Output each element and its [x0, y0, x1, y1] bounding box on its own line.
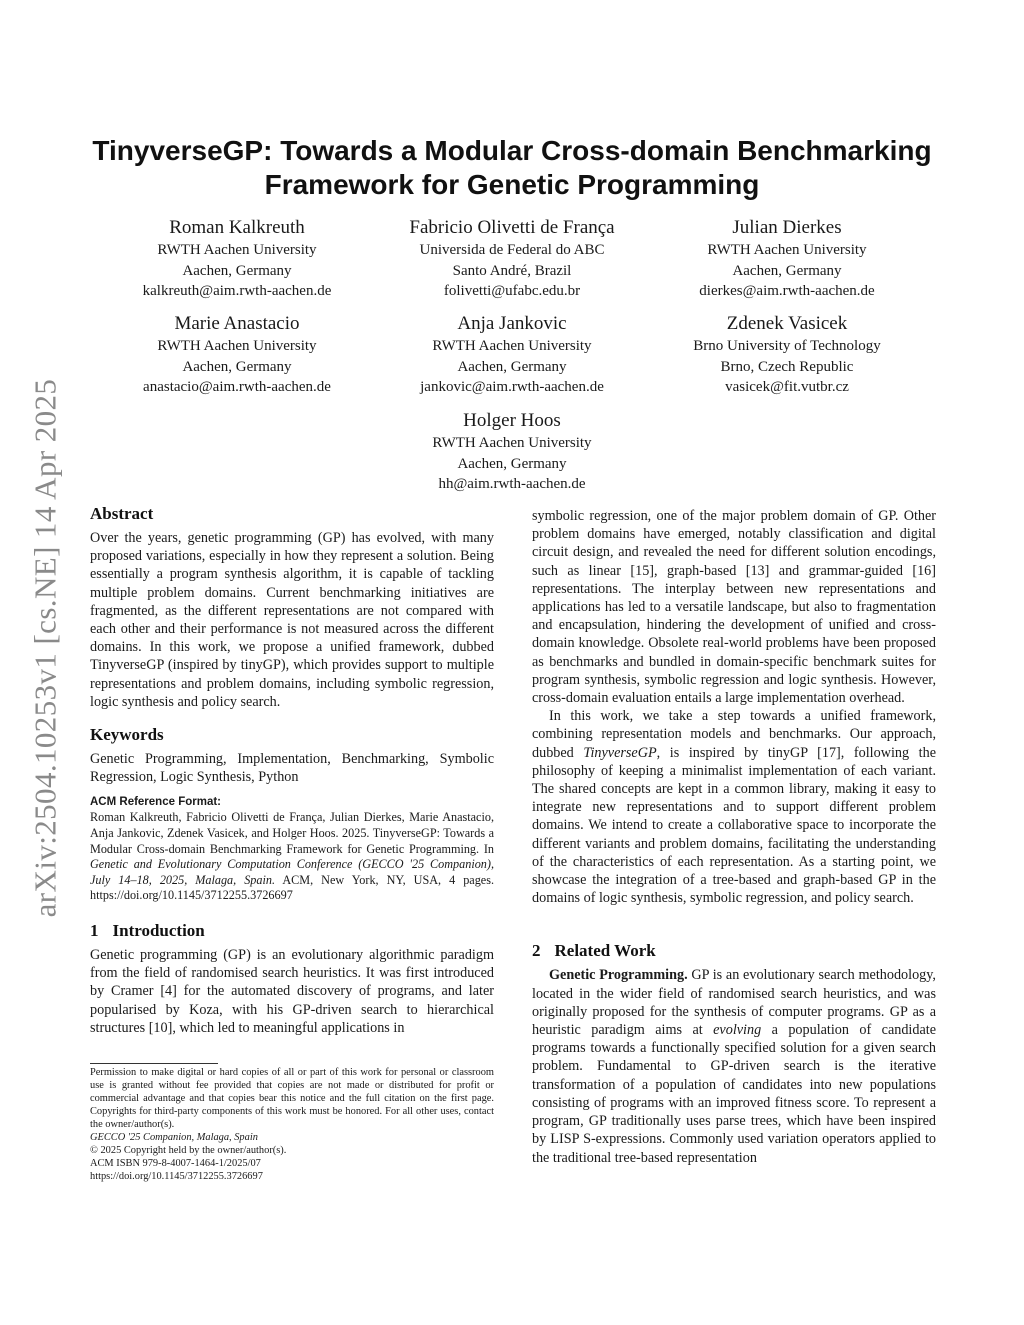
acm-ref-part1: Roman Kalkreuth, Fabricio Olivetti de França, Julian Dierkes, Marie Anastacio, Anja Jankovic, Zdenek Vasicek, and Holger Hoos. 2025. TinyverseGP: Towards a Modular Cross-domain Benchmarking Framework for Genetic Programming. In — [90, 810, 494, 856]
right-column — [532, 507, 936, 1167]
author-affiliation: RWTH Aachen University — [432, 338, 592, 354]
title-line-2: Framework for Genetic Programming — [264, 169, 760, 200]
author-block — [647, 216, 927, 302]
author-email[interactable]: jankovic@aim.rwth-aachen.de — [420, 379, 604, 395]
isbn-line: ACM ISBN 979-8-4007-1464-1/2025/07 — [90, 1158, 261, 1169]
author-email[interactable]: folivetti@ufabc.edu.br — [443, 283, 581, 299]
para-text: GP is an evolutionary search methodology, located in the wider field of randomised search heuristics, and was originally proposed for the synthesis of computer programs. GP as a heuristic paradigm aims at — [532, 967, 936, 1039]
evolving-emphasis: evolving — [713, 1022, 762, 1039]
gp-paragraph-head: Genetic Programming. — [549, 967, 688, 984]
related-number: 2 — [532, 941, 541, 961]
author-name: Julian Dierkes — [732, 217, 842, 238]
author-name: Fabricio Olivetti de França — [409, 217, 615, 238]
acm-ref-part2: ACM, New York, NY, USA, 4 pages. https://doi.org/10.1145/3712255.3726697 — [90, 872, 494, 903]
footnote-rule — [90, 1063, 218, 1064]
author-name: Roman Kalkreuth — [169, 217, 305, 238]
author-email[interactable]: vasicek@fit.vutbr.cz — [725, 379, 849, 395]
para-text: , is inspired by tinyGP [17], following the philosophy of keeping a minimalist implementation of each variant. The shared concepts are kept in a common library, making it easy to integrate new representations and to support different problem domains. We intend to create a collaborative space to incorporate the different variants and problem domains, facilitating the understanding of the characteristics of each representation. As a starting point, we showcase the integration of a tree-based and graph-based GP in the domains of logic synthesis, symbolic regression, and policy search. — [532, 744, 936, 907]
author-affiliation: Brno University of Technology — [693, 338, 881, 354]
intro-title: Introduction — [112, 921, 205, 940]
keywords-heading: Keywords — [90, 725, 164, 745]
author-email[interactable]: anastacio@aim.rwth-aachen.de — [143, 379, 331, 395]
author-name: Marie Anastacio — [174, 313, 300, 334]
author-location: Aachen, Germany — [732, 262, 842, 279]
tinyversegp-emphasis: TinyverseGP — [583, 744, 657, 761]
author-affiliation: RWTH Aachen University — [157, 338, 317, 354]
keywords-text: Genetic Programming, Implementation, Benchmarking, Symbolic Regression, Logic Synthesis, Python — [90, 751, 494, 786]
author-location: Aachen, Germany — [457, 455, 567, 472]
author-block — [97, 216, 377, 302]
abstract-heading: Abstract — [90, 504, 154, 523]
intro-continuation: symbolic regression, one of the major problem domain of GP. Other problem domains have emerged, notably classification and digital circuit design, and revealed the need for different solution encodings, such as linear [15], graph-based [13] and grammar-guided [16] representations. The interplay between new representations and applications has led to a versatile landscape, but also to fragmentation and encapsulation, hindering the development of unified and cross-domain knowledge. Obsolete real-world problems have been proposed as benchmarks and bundled in domain-specific benchmark suites for program synthesis, symbolic regression and logic synthesis. However, cross-domain evaluation entails a large implementation overhead. — [532, 508, 936, 707]
author-location: Aachen, Germany — [457, 358, 567, 375]
arxiv-id: arXiv:2504.10253v1 [cs.NE] 14 Apr 2025 — [27, 378, 63, 917]
left-column — [90, 503, 494, 1037]
author-location: Brno, Czech Republic — [720, 358, 854, 375]
author-block — [372, 216, 652, 302]
author-affiliation: RWTH Aachen University — [432, 435, 592, 451]
footnote — [90, 1066, 494, 1183]
author-affiliation: Universida de Federal do ABC — [419, 242, 605, 258]
author-email[interactable]: hh@aim.rwth-aachen.de — [438, 476, 586, 492]
gp-paragraph — [532, 966, 936, 1166]
conference-line: GECCO '25 Companion, Malaga, Spain — [90, 1132, 258, 1143]
intro-heading — [90, 920, 494, 942]
copyright-line: © 2025 Copyright held by the owner/author(s). — [90, 1145, 287, 1156]
author-location: Aachen, Germany — [182, 358, 292, 375]
author-name: Holger Hoos — [463, 410, 561, 431]
author-email[interactable]: kalkreuth@aim.rwth-aachen.de — [142, 283, 332, 299]
intro-number: 1 — [90, 921, 99, 940]
doi-line[interactable]: https://doi.org/10.1145/3712255.3726697 — [90, 1171, 263, 1182]
related-work-heading — [532, 940, 936, 962]
acm-ref-venue: Genetic and Evolutionary Computation Conference (GECCO '25 Companion), July 14–18, 2025, Malaga, Spain. — [90, 857, 494, 887]
arxiv-stamp — [20, 355, 70, 940]
author-block — [97, 312, 377, 398]
intro-text: Genetic programming (GP) is an evolutionary algorithmic paradigm from the field of randomised search heuristics. It was first introduced by Cramer [4] for the automated discovery of programs, and later popularised by Koza, with his GP-driven search to hierarchical structures [10], which led to meaningful applications in — [90, 947, 494, 1036]
author-name: Anja Jankovic — [457, 313, 567, 334]
author-affiliation: RWTH Aachen University — [707, 242, 867, 258]
abstract-text: Over the years, genetic programming (GP) has evolved, with many proposed variations, especially in how they represent a solution. Being essentially a program synthesis algorithm, it is capable of tackling multiple problem domains. Current benchmarking initiatives are fragmented, as the different representations are not compared with each other and their performance is not measured across the different domains. In this work, we propose a unified framework, dubbed TinyverseGP (inspired by tinyGP), which provides support to multiple representations and problem domains, including symbolic regression, logic synthesis and policy search. — [90, 530, 494, 710]
author-block — [372, 409, 652, 495]
permission-notice: Permission to make digital or hard copies of all or part of this work for personal or classroom use is granted without fee provided that copies are not made or distributed for profit or commercial advantage and that copies bear this notice and the full citation on the first page. Copyrights for third-party components of this work must be honored. For all other uses, contact the owner/author(s). — [90, 1067, 494, 1130]
para-text: In this work, we take a step towards a unified framework, combining representation models and benchmarks. Our approach, dubbed — [532, 708, 936, 761]
acm-ref-text — [90, 810, 494, 904]
paper-title — [90, 134, 934, 202]
author-email[interactable]: dierkes@aim.rwth-aachen.de — [699, 283, 875, 299]
author-affiliation: RWTH Aachen University — [157, 242, 317, 258]
author-location: Santo André, Brazil — [452, 262, 572, 279]
para-text: a population of candidate programs towards a functionally specified solution for a given search problem. Fundamental to GP-driven search is the iterative transformation of a population of candidates into new populations consisting of programs with an improved fitness score. To represent a program, GP traditionally uses parse trees, which have been inspired by LISP S-expressions. Commonly used variation operators applied to the traditional tree-based representation — [532, 1022, 936, 1166]
author-name: Zdenek Vasicek — [726, 313, 848, 334]
related-title: Related Work — [554, 941, 656, 961]
author-location: Aachen, Germany — [182, 262, 292, 279]
author-block — [372, 312, 652, 398]
author-block — [647, 312, 927, 398]
intro-paragraph-2 — [532, 707, 936, 907]
acm-ref-heading: ACM Reference Format: — [90, 796, 221, 809]
title-line-1: TinyverseGP: Towards a Modular Cross-domain Benchmarking — [92, 135, 932, 166]
